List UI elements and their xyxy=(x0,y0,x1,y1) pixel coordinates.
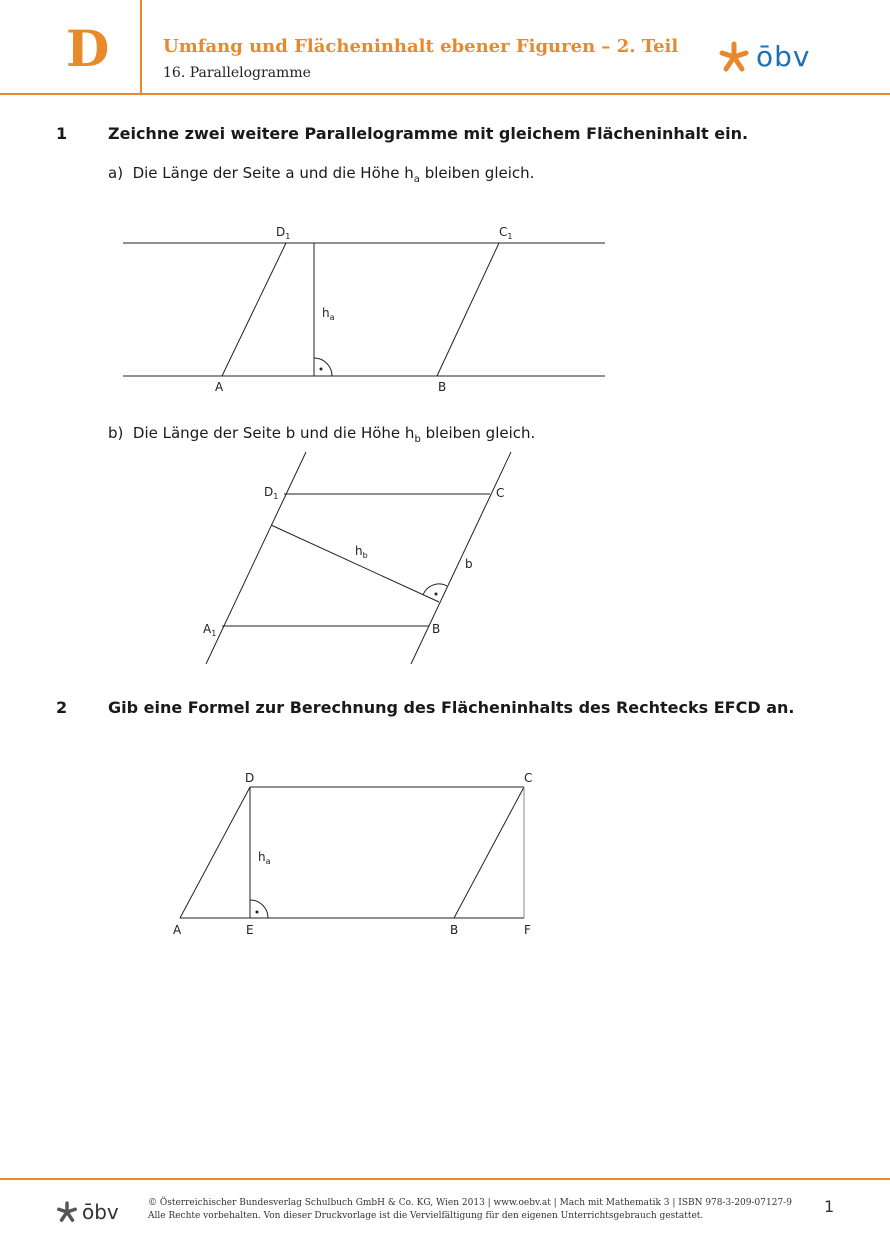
fig2-right-angle xyxy=(250,900,268,918)
page-subtitle: 16. Parallelogramme xyxy=(163,65,311,81)
footer-star-icon xyxy=(56,1201,78,1223)
fig-b-label-h: $h_b$ xyxy=(355,544,368,560)
page-title: Umfang und Flächeninhalt ebener Figuren – 2. Teil xyxy=(163,36,679,57)
fig-a-label-b: B xyxy=(438,380,447,394)
footer-logo-text: ōbv xyxy=(82,1200,119,1224)
fig2-side-ad xyxy=(180,787,250,918)
fig2-label-h: $h_a$ xyxy=(258,850,271,866)
task1a-text-after: bleiben gleich. xyxy=(419,164,535,182)
task1b-prefix: b) xyxy=(108,424,124,442)
task1-number: 1 xyxy=(56,124,68,143)
footer-copyright xyxy=(148,1197,792,1223)
fig-b-label-c: C xyxy=(496,486,505,500)
fig2-label-c: C xyxy=(524,771,533,785)
task1-text: Zeichne zwei weitere Parallelogramme mit gleichem Flächeninhalt ein. xyxy=(108,124,749,143)
footer-logo xyxy=(56,1200,119,1224)
fig-b-label-d: $D_1$ xyxy=(264,485,279,501)
fig-b-right-line xyxy=(411,452,511,664)
task1a-sub: a xyxy=(413,174,420,185)
logo-text: ōbv xyxy=(756,40,811,73)
footer-rule xyxy=(0,1178,890,1180)
task2-text: Gib eine Formel zur Berechnung des Flächeninhalts des Rechtecks EFCD an. xyxy=(108,698,795,717)
fig2-right-angle-dot xyxy=(256,911,259,914)
fig-b-left-line xyxy=(206,452,306,664)
fig2-side-bc xyxy=(454,787,524,918)
fig-a-right-angle-dot xyxy=(320,368,323,371)
fig-b-label-a: $A_1$ xyxy=(203,622,217,638)
task1a-text: Die Länge der Seite a und die Höhe h xyxy=(132,164,414,182)
fig-b-right-angle-dot xyxy=(435,593,438,596)
fig2-label-d: D xyxy=(245,771,255,785)
fig-a-side-ad xyxy=(222,243,286,376)
task1b-sub: b xyxy=(414,434,421,445)
task2-number: 2 xyxy=(56,698,68,717)
fig-a-label-c: $C_1$ xyxy=(499,225,513,241)
fig-b-height xyxy=(271,525,439,602)
fig2-label-f: F xyxy=(524,923,531,937)
fig-a-label-d: $D_1$ xyxy=(276,225,291,241)
task1b-text-after: bleiben gleich. xyxy=(420,424,536,442)
task1a-prefix: a) xyxy=(108,164,124,182)
chapter-letter: D xyxy=(66,19,110,78)
fig-a-right-angle xyxy=(314,358,332,376)
fig-a-label-a: A xyxy=(215,380,224,394)
fig2-label-b: B xyxy=(450,923,459,937)
footer-line1: © Österreichischer Bundesverlag Schulbuch GmbH & Co. KG, Wien 2013 | www.oebv.at | Mach mit Mathematik 3 | ISBN 978-3-209-07127-9 xyxy=(148,1198,792,1208)
task1b-instruction xyxy=(108,424,535,445)
fig-a-label-h: $h_a$ xyxy=(322,306,335,322)
fig2-label-e: E xyxy=(246,923,254,937)
fig-b-label-side: b xyxy=(465,557,473,571)
task1b-text: Die Länge der Seite b und die Höhe h xyxy=(132,424,415,442)
page-number: 1 xyxy=(824,1197,835,1216)
fig-b-label-b: B xyxy=(432,622,441,636)
fig-a-side-bc xyxy=(437,243,499,376)
fig2-label-a: A xyxy=(173,923,182,937)
footer-line2: Alle Rechte vorbehalten. Von dieser Druckvorlage ist die Vervielfältigung für den eigenen Unterrichtsgebrauch gestattet. xyxy=(148,1211,704,1221)
